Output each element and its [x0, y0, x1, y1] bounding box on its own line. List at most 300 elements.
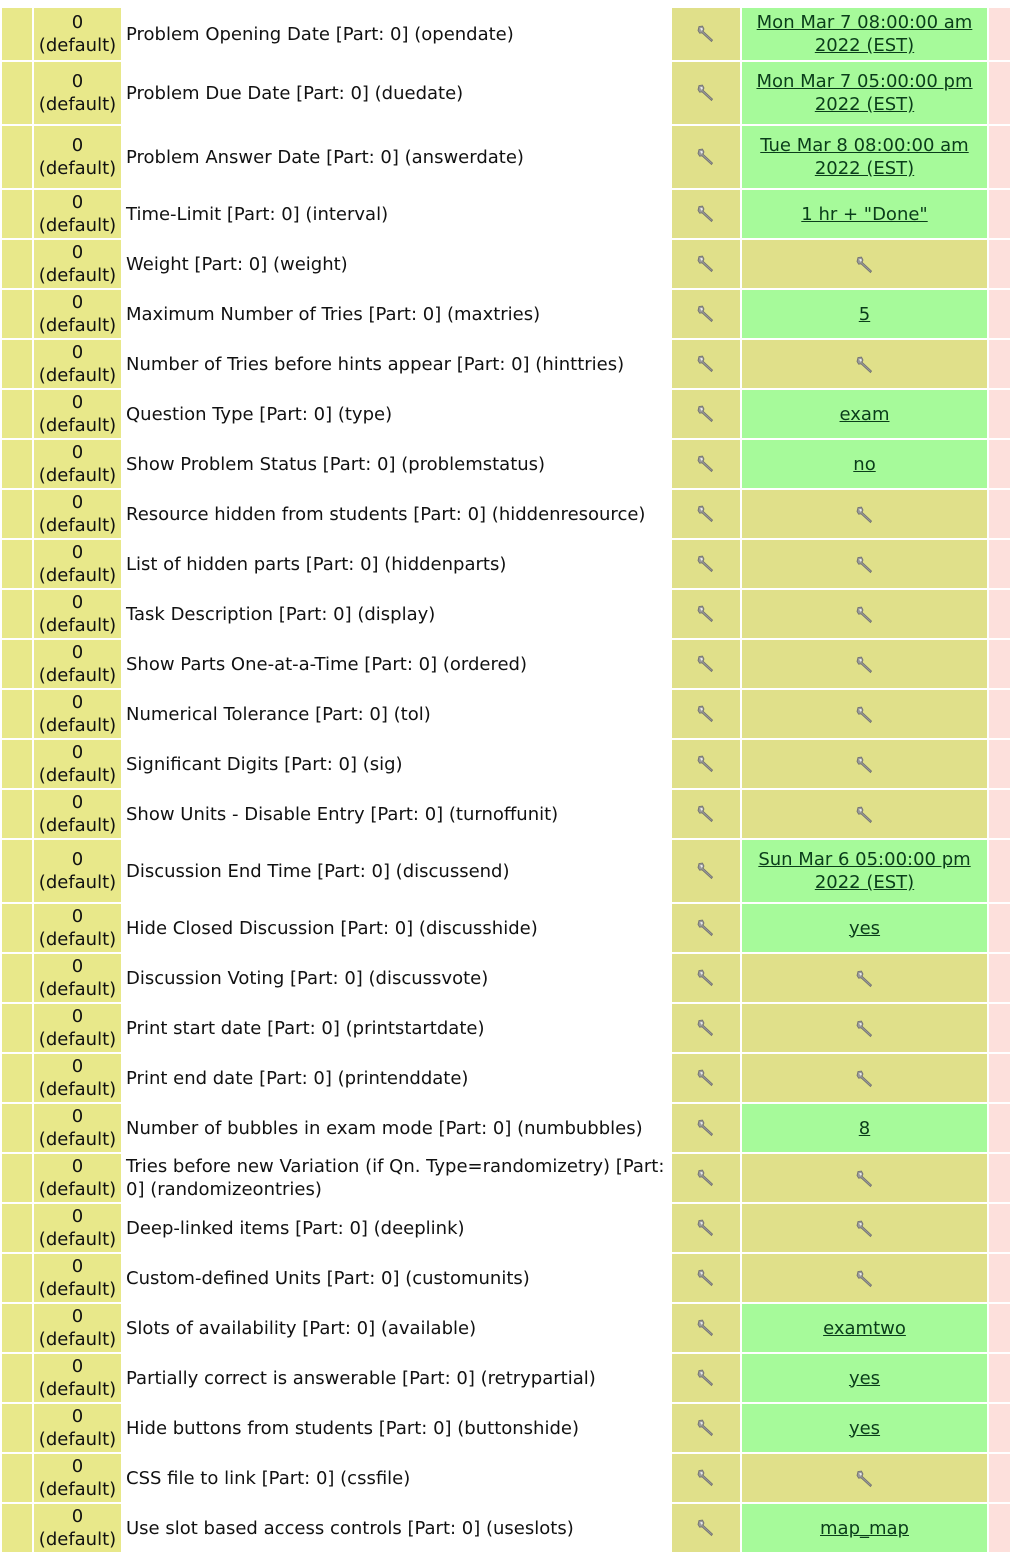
- wrench-icon[interactable]: [695, 146, 717, 168]
- wrench-icon[interactable]: [695, 1467, 717, 1489]
- part-number: 0: [71, 849, 84, 870]
- edit-cell[interactable]: [672, 62, 740, 124]
- parameter-value-link[interactable]: [840, 404, 890, 425]
- part-number: 0: [71, 592, 84, 613]
- edit-cell[interactable]: [672, 690, 740, 738]
- parameter-name: Show Problem Status [Part: 0] (problemstatus): [123, 440, 670, 488]
- part-default-label: (default): [38, 415, 117, 436]
- parameter-row: [2, 390, 1010, 438]
- edit-cell[interactable]: [672, 340, 740, 388]
- part-number: 0: [71, 442, 84, 463]
- row-right-margin: [989, 440, 1010, 488]
- part-number: 0: [71, 742, 84, 763]
- row-left-margin: [2, 240, 32, 288]
- parameter-name: Problem Due Date [Part: 0] (duedate): [123, 62, 670, 124]
- parameter-value-line[interactable]: Mon Mar 7 08:00:00 am: [756, 12, 973, 33]
- row-left-margin: [2, 1004, 32, 1052]
- wrench-icon[interactable]: [695, 1417, 717, 1439]
- row-left-margin: [2, 790, 32, 838]
- parameter-value-line[interactable]: Sun Mar 6 05:00:00 pm: [758, 849, 971, 870]
- row-right-margin: [989, 640, 1010, 688]
- parameter-value-link[interactable]: [823, 1318, 906, 1339]
- part-cell: [34, 640, 121, 688]
- wrench-icon[interactable]: [854, 1268, 876, 1290]
- parameter-name: Maximum Number of Tries [Part: 0] (maxtries): [123, 290, 670, 338]
- row-right-margin: [989, 790, 1010, 838]
- row-right-margin: [989, 840, 1010, 902]
- row-left-margin: [2, 1054, 32, 1102]
- parameter-value-cell[interactable]: [742, 490, 987, 538]
- parameter-value-link[interactable]: [801, 204, 927, 225]
- parameter-value-cell[interactable]: [742, 126, 987, 188]
- parameter-table-body: [2, 8, 1010, 1552]
- part-cell: [34, 904, 121, 952]
- parameter-value-line[interactable]: yes: [848, 1417, 881, 1439]
- wrench-icon[interactable]: [695, 1017, 717, 1039]
- parameter-value-link[interactable]: [820, 1518, 909, 1539]
- part-default-label: (default): [38, 1179, 117, 1200]
- wrench-icon[interactable]: [695, 503, 717, 525]
- wrench-icon[interactable]: [695, 860, 717, 882]
- part-number: 0: [71, 1156, 84, 1177]
- wrench-icon[interactable]: [695, 803, 717, 825]
- part-number: 0: [71, 392, 84, 413]
- parameter-row: [2, 1204, 1010, 1252]
- row-right-margin: [989, 62, 1010, 124]
- part-number: 0: [71, 1306, 84, 1327]
- row-right-margin: [989, 1454, 1010, 1502]
- parameter-row: [2, 290, 1010, 338]
- parameter-name: Partially correct is answerable [Part: 0] (retrypartial): [123, 1354, 670, 1402]
- parameter-value-cell[interactable]: [742, 790, 987, 838]
- parameter-value-cell[interactable]: [742, 1104, 987, 1152]
- parameter-row: [2, 740, 1010, 788]
- edit-cell[interactable]: [672, 1004, 740, 1052]
- edit-cell[interactable]: [672, 490, 740, 538]
- parameter-value-cell[interactable]: [742, 954, 987, 1002]
- part-cell: [34, 1454, 121, 1502]
- parameter-value-line[interactable]: exam: [839, 403, 890, 425]
- parameter-name: List of hidden parts [Part: 0] (hiddenparts): [123, 540, 670, 588]
- wrench-icon[interactable]: [695, 553, 717, 575]
- parameter-value-cell[interactable]: [742, 540, 987, 588]
- wrench-icon[interactable]: [695, 917, 717, 939]
- row-right-margin: [989, 490, 1010, 538]
- part-default-label: (default): [38, 1479, 117, 1500]
- part-cell: [34, 1104, 121, 1152]
- parameter-value-link[interactable]: [853, 454, 875, 475]
- wrench-icon[interactable]: [854, 704, 876, 726]
- parameter-row: [2, 840, 1010, 902]
- part-default-label: (default): [38, 265, 117, 286]
- part-number: 0: [71, 1406, 84, 1427]
- parameter-value-link[interactable]: [756, 71, 972, 115]
- part-default-label: (default): [38, 1529, 117, 1550]
- parameter-value-cell[interactable]: [742, 440, 987, 488]
- part-number: 0: [71, 1256, 84, 1277]
- parameter-name: Problem Opening Date [Part: 0] (opendate): [123, 8, 670, 60]
- parameter-row: [2, 62, 1010, 124]
- part-number: 0: [71, 1206, 84, 1227]
- wrench-icon[interactable]: [695, 1167, 717, 1189]
- part-default-label: (default): [38, 1329, 117, 1350]
- wrench-icon[interactable]: [695, 1317, 717, 1339]
- edit-cell[interactable]: [672, 440, 740, 488]
- wrench-icon[interactable]: [695, 1067, 717, 1089]
- part-number: 0: [71, 242, 84, 263]
- part-cell: [34, 390, 121, 438]
- row-right-margin: [989, 954, 1010, 1002]
- wrench-icon[interactable]: [695, 603, 717, 625]
- row-left-margin: [2, 540, 32, 588]
- edit-cell[interactable]: [672, 240, 740, 288]
- parameter-row: [2, 1004, 1010, 1052]
- row-right-margin: [989, 1254, 1010, 1302]
- parameter-name: Task Description [Part: 0] (display): [123, 590, 670, 638]
- parameter-name: CSS file to link [Part: 0] (cssfile): [123, 1454, 670, 1502]
- wrench-icon[interactable]: [854, 1068, 876, 1090]
- row-left-margin: [2, 1104, 32, 1152]
- row-left-margin: [2, 62, 32, 124]
- parameter-name: Show Parts One-at-a-Time [Part: 0] (ordered): [123, 640, 670, 688]
- parameter-value-line[interactable]: examtwo: [823, 1317, 906, 1339]
- parameter-value-line[interactable]: Mon Mar 7 05:00:00 pm: [756, 71, 973, 92]
- parameter-value-cell[interactable]: [742, 240, 987, 288]
- part-default-label: (default): [38, 929, 117, 950]
- row-left-margin: [2, 1154, 32, 1202]
- wrench-icon[interactable]: [854, 254, 876, 276]
- part-cell: [34, 954, 121, 1002]
- wrench-icon[interactable]: [695, 703, 717, 725]
- wrench-icon[interactable]: [854, 654, 876, 676]
- parameter-name: Problem Answer Date [Part: 0] (answerdate): [123, 126, 670, 188]
- part-default-label: (default): [38, 215, 117, 236]
- parameter-value-cell[interactable]: [742, 1304, 987, 1352]
- parameter-value-link[interactable]: [859, 304, 870, 325]
- part-cell: [34, 1254, 121, 1302]
- part-number: 0: [71, 71, 84, 92]
- wrench-icon[interactable]: [854, 1018, 876, 1040]
- parameter-value-cell[interactable]: [742, 340, 987, 388]
- part-number: 0: [71, 906, 84, 927]
- parameter-name: Show Units - Disable Entry [Part: 0] (turnoffunit): [123, 790, 670, 838]
- parameter-value-line[interactable]: 2022 (EST): [814, 872, 915, 893]
- parameter-name: Deep-linked items [Part: 0] (deeplink): [123, 1204, 670, 1252]
- parameter-value-cell[interactable]: [742, 8, 987, 60]
- edit-cell[interactable]: [672, 1254, 740, 1302]
- parameter-value-cell[interactable]: [742, 190, 987, 238]
- part-cell: [34, 190, 121, 238]
- wrench-icon[interactable]: [695, 253, 717, 275]
- parameter-value-line[interactable]: yes: [848, 917, 881, 939]
- row-right-margin: [989, 1054, 1010, 1102]
- parameter-name: Slots of availability [Part: 0] (available): [123, 1304, 670, 1352]
- part-cell: [34, 1404, 121, 1452]
- parameter-value-cell[interactable]: [742, 1354, 987, 1402]
- part-default-label: (default): [38, 515, 117, 536]
- edit-cell[interactable]: [672, 1304, 740, 1352]
- part-cell: [34, 1304, 121, 1352]
- parameter-row: [2, 1154, 1010, 1202]
- wrench-icon[interactable]: [695, 82, 717, 104]
- parameter-value-line[interactable]: map_map: [820, 1517, 909, 1539]
- parameter-value-cell[interactable]: [742, 1204, 987, 1252]
- wrench-icon[interactable]: [695, 353, 717, 375]
- edit-cell[interactable]: [672, 1104, 740, 1152]
- parameter-value-cell[interactable]: [742, 640, 987, 688]
- part-cell: [34, 790, 121, 838]
- row-right-margin: [989, 8, 1010, 60]
- parameter-row: [2, 954, 1010, 1002]
- part-cell: [34, 1154, 121, 1202]
- edit-cell[interactable]: [672, 1504, 740, 1552]
- row-right-margin: [989, 1504, 1010, 1552]
- part-default-label: (default): [38, 765, 117, 786]
- wrench-icon[interactable]: [695, 403, 717, 425]
- parameter-value-line[interactable]: Tue Mar 8 08:00:00 am: [760, 135, 969, 156]
- part-cell: [34, 740, 121, 788]
- edit-cell[interactable]: [672, 126, 740, 188]
- row-right-margin: [989, 1304, 1010, 1352]
- part-default-label: (default): [38, 315, 117, 336]
- part-default-label: (default): [38, 872, 117, 893]
- row-right-margin: [989, 1154, 1010, 1202]
- wrench-icon[interactable]: [854, 354, 876, 376]
- wrench-icon[interactable]: [695, 1517, 717, 1539]
- part-cell: [34, 290, 121, 338]
- parameter-value-cell[interactable]: [742, 1504, 987, 1552]
- edit-cell[interactable]: [672, 290, 740, 338]
- part-cell: [34, 1354, 121, 1402]
- edit-cell[interactable]: [672, 954, 740, 1002]
- parameter-value-cell[interactable]: [742, 1154, 987, 1202]
- part-default-label: (default): [38, 665, 117, 686]
- part-number: 0: [71, 135, 84, 156]
- parameter-name: Print start date [Part: 0] (printstartdate): [123, 1004, 670, 1052]
- row-right-margin: [989, 390, 1010, 438]
- wrench-icon[interactable]: [695, 23, 717, 45]
- row-right-margin: [989, 1404, 1010, 1452]
- part-number: 0: [71, 292, 84, 313]
- parameter-value-cell[interactable]: [742, 590, 987, 638]
- parameter-row: [2, 1254, 1010, 1302]
- parameter-row: [2, 690, 1010, 738]
- parameter-value-line[interactable]: 8: [858, 1117, 871, 1139]
- part-default-label: (default): [38, 35, 117, 56]
- part-cell: [34, 440, 121, 488]
- part-number: 0: [71, 542, 84, 563]
- parameter-value-cell[interactable]: [742, 904, 987, 952]
- part-cell: [34, 340, 121, 388]
- parameter-name: Hide Closed Discussion [Part: 0] (discusshide): [123, 904, 670, 952]
- part-number: 0: [71, 792, 84, 813]
- edit-cell[interactable]: [672, 1054, 740, 1102]
- edit-cell[interactable]: [672, 190, 740, 238]
- edit-cell[interactable]: [672, 590, 740, 638]
- part-cell: [34, 1004, 121, 1052]
- wrench-icon[interactable]: [854, 1168, 876, 1190]
- wrench-icon[interactable]: [695, 1367, 717, 1389]
- part-cell: [34, 490, 121, 538]
- part-default-label: (default): [38, 365, 117, 386]
- parameter-name: Question Type [Part: 0] (type): [123, 390, 670, 438]
- part-number: 0: [71, 692, 84, 713]
- edit-cell[interactable]: [672, 1354, 740, 1402]
- parameter-value-line[interactable]: no: [853, 453, 876, 475]
- part-default-label: (default): [38, 1079, 117, 1100]
- wrench-icon[interactable]: [854, 804, 876, 826]
- row-left-margin: [2, 1504, 32, 1552]
- parameter-value-cell[interactable]: [742, 290, 987, 338]
- part-number: 0: [71, 192, 84, 213]
- part-default-label: (default): [38, 158, 117, 179]
- parameter-row: [2, 490, 1010, 538]
- wrench-icon[interactable]: [854, 1468, 876, 1490]
- wrench-icon[interactable]: [695, 753, 717, 775]
- part-default-label: (default): [38, 715, 117, 736]
- parameter-name: Number of Tries before hints appear [Part: 0] (hinttries): [123, 340, 670, 388]
- parameter-row: [2, 904, 1010, 952]
- part-number: 0: [71, 1006, 84, 1027]
- edit-cell[interactable]: [672, 390, 740, 438]
- wrench-icon[interactable]: [695, 1117, 717, 1139]
- parameter-value-line[interactable]: 2022 (EST): [814, 35, 915, 56]
- edit-cell[interactable]: [672, 1454, 740, 1502]
- row-right-margin: [989, 590, 1010, 638]
- parameter-value-link[interactable]: [849, 918, 880, 939]
- part-cell: [34, 1204, 121, 1252]
- row-left-margin: [2, 1454, 32, 1502]
- part-cell: [34, 590, 121, 638]
- row-left-margin: [2, 590, 32, 638]
- part-default-label: (default): [38, 1429, 117, 1450]
- wrench-icon[interactable]: [695, 1217, 717, 1239]
- parameter-name: Custom-defined Units [Part: 0] (customunits): [123, 1254, 670, 1302]
- wrench-icon[interactable]: [695, 203, 717, 225]
- parameter-value-cell[interactable]: [742, 1004, 987, 1052]
- parameter-value-link[interactable]: [757, 12, 973, 56]
- row-right-margin: [989, 290, 1010, 338]
- wrench-icon[interactable]: [854, 754, 876, 776]
- row-right-margin: [989, 1204, 1010, 1252]
- parameter-value-link[interactable]: [849, 1368, 880, 1389]
- row-left-margin: [2, 126, 32, 188]
- parameter-value-link[interactable]: [760, 135, 968, 179]
- parameter-name: Use slot based access controls [Part: 0] (useslots): [123, 1504, 670, 1552]
- parameter-value-line[interactable]: 2022 (EST): [814, 158, 915, 179]
- parameter-value-line[interactable]: 5: [858, 303, 871, 325]
- part-default-label: (default): [38, 1029, 117, 1050]
- parameter-row: [2, 126, 1010, 188]
- part-default-label: (default): [38, 1229, 117, 1250]
- parameter-name: Print end date [Part: 0] (printenddate): [123, 1054, 670, 1102]
- parameter-name: Time-Limit [Part: 0] (interval): [123, 190, 670, 238]
- parameter-value-cell[interactable]: [742, 1054, 987, 1102]
- parameter-value-link[interactable]: [859, 1118, 870, 1139]
- parameter-value-cell[interactable]: [742, 690, 987, 738]
- parameter-name: Numerical Tolerance [Part: 0] (tol): [123, 690, 670, 738]
- parameter-name: Significant Digits [Part: 0] (sig): [123, 740, 670, 788]
- parameter-name: Discussion Voting [Part: 0] (discussvote): [123, 954, 670, 1002]
- row-left-margin: [2, 1354, 32, 1402]
- parameter-value-line[interactable]: 1 hr + "Done": [801, 203, 928, 225]
- part-cell: [34, 126, 121, 188]
- parameter-value-cell[interactable]: [742, 1454, 987, 1502]
- wrench-icon[interactable]: [695, 303, 717, 325]
- parameter-value-cell[interactable]: [742, 390, 987, 438]
- parameter-row: [2, 1354, 1010, 1402]
- wrench-icon[interactable]: [695, 453, 717, 475]
- parameter-value-cell[interactable]: [742, 840, 987, 902]
- row-left-margin: [2, 440, 32, 488]
- parameter-name: Weight [Part: 0] (weight): [123, 240, 670, 288]
- part-number: 0: [71, 1356, 84, 1377]
- wrench-icon[interactable]: [854, 504, 876, 526]
- parameter-name: Hide buttons from students [Part: 0] (buttonshide): [123, 1404, 670, 1452]
- part-default-label: (default): [38, 465, 117, 486]
- wrench-icon[interactable]: [854, 968, 876, 990]
- parameter-row: [2, 8, 1010, 60]
- row-left-margin: [2, 290, 32, 338]
- parameter-row: [2, 1404, 1010, 1452]
- edit-cell[interactable]: [672, 840, 740, 902]
- row-left-margin: [2, 1254, 32, 1302]
- part-default-label: (default): [38, 815, 117, 836]
- wrench-icon[interactable]: [695, 967, 717, 989]
- part-number: 0: [71, 342, 84, 363]
- edit-cell[interactable]: [672, 790, 740, 838]
- wrench-icon[interactable]: [695, 653, 717, 675]
- edit-cell[interactable]: [672, 640, 740, 688]
- row-left-margin: [2, 390, 32, 438]
- row-left-margin: [2, 840, 32, 902]
- parameter-row: [2, 190, 1010, 238]
- edit-cell[interactable]: [672, 1204, 740, 1252]
- edit-cell[interactable]: [672, 904, 740, 952]
- wrench-icon[interactable]: [854, 554, 876, 576]
- edit-cell[interactable]: [672, 1404, 740, 1452]
- parameter-value-cell[interactable]: [742, 62, 987, 124]
- parameter-table: [0, 6, 1012, 1554]
- wrench-icon[interactable]: [695, 1267, 717, 1289]
- edit-cell[interactable]: [672, 8, 740, 60]
- wrench-icon[interactable]: [854, 1218, 876, 1240]
- parameter-value-cell[interactable]: [742, 1404, 987, 1452]
- parameter-value-cell[interactable]: [742, 1254, 987, 1302]
- edit-cell[interactable]: [672, 740, 740, 788]
- parameter-row: [2, 440, 1010, 488]
- row-left-margin: [2, 8, 32, 60]
- parameter-row: [2, 240, 1010, 288]
- edit-cell[interactable]: [672, 1154, 740, 1202]
- part-cell: [34, 690, 121, 738]
- parameter-value-cell[interactable]: [742, 740, 987, 788]
- row-left-margin: [2, 190, 32, 238]
- parameter-value-line[interactable]: yes: [848, 1367, 881, 1389]
- parameter-row: [2, 340, 1010, 388]
- row-left-margin: [2, 640, 32, 688]
- part-cell: [34, 1504, 121, 1552]
- parameter-value-link[interactable]: [849, 1418, 880, 1439]
- row-left-margin: [2, 690, 32, 738]
- row-left-margin: [2, 1204, 32, 1252]
- row-right-margin: [989, 1004, 1010, 1052]
- row-right-margin: [989, 126, 1010, 188]
- wrench-icon[interactable]: [854, 604, 876, 626]
- parameter-value-link[interactable]: [758, 849, 970, 893]
- parameter-value-line[interactable]: 2022 (EST): [814, 94, 915, 115]
- edit-cell[interactable]: [672, 540, 740, 588]
